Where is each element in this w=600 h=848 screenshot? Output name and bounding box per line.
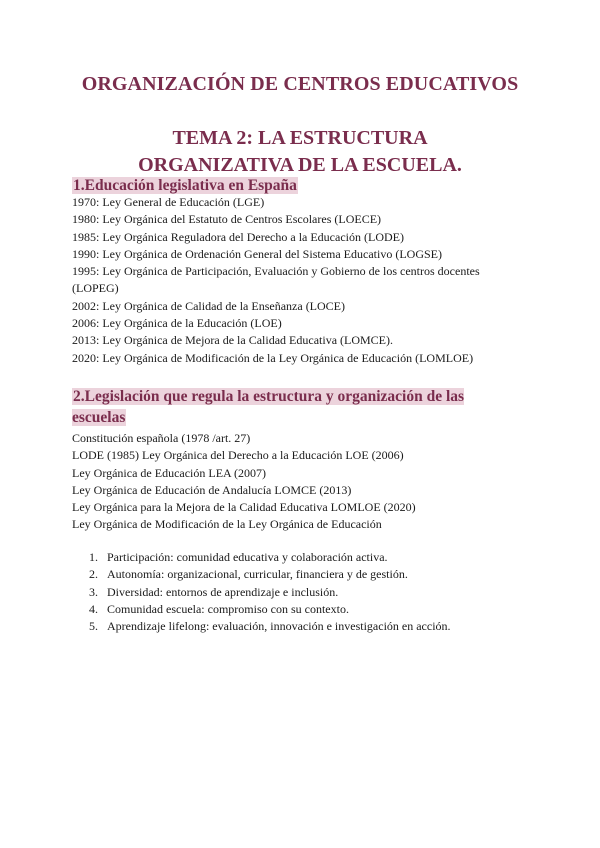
item-number: 2. xyxy=(89,567,98,582)
section-heading-legislation-history xyxy=(72,175,298,196)
numbered-list-item xyxy=(72,584,451,601)
item-number: 1. xyxy=(89,550,98,564)
item-text: Aprendizaje lifelong: evaluación, innovación e investigación en acción. xyxy=(107,619,451,634)
list-item: Ley Orgánica de Educación de Andalucía LOMCE (2013) xyxy=(72,482,352,497)
list-item: 1995: Ley Orgánica de Participación, Evaluación y Gobierno de los centros docentes (LOPEG) xyxy=(72,264,480,296)
section-heading-text: 1.Educación legislativa en España xyxy=(73,177,297,194)
list-item: Ley Orgánica de Modificación de la Ley Orgánica de Educación xyxy=(72,517,382,532)
list-item: 2013: Ley Orgánica de Mejora de la Calidad Educativa (LOMCE). xyxy=(72,333,394,348)
regulating-laws-list xyxy=(72,430,524,534)
numbered-list-item xyxy=(72,601,451,618)
principles-numbered-list xyxy=(72,549,451,635)
list-item: Ley Orgánica para la Mejora de la Calidad Educativa LOMLOE (2020) xyxy=(72,500,416,515)
list-item: 1980: Ley Orgánica del Estatuto de Centros Escolares (LOECE) xyxy=(72,212,382,227)
list-item: LODE (1985) Ley Orgánica del Derecho a la Educación LOE (2006) xyxy=(72,448,404,463)
item-text: Participación: comunidad educativa y colaboración activa. xyxy=(107,550,388,564)
document-title: ORGANIZACIÓN DE CENTROS EDUCATIVOS xyxy=(81,73,519,95)
item-number: 3. xyxy=(89,584,98,599)
section-heading-regulating-legislation xyxy=(72,386,492,428)
list-item: 1990: Ley Orgánica de Ordenación General del Sistema Educativo (LOGSE) xyxy=(72,246,442,261)
laws-timeline-list xyxy=(72,194,524,367)
list-item: 1985: Ley Orgánica Reguladora del Derecho a la Educación (LODE) xyxy=(72,229,404,244)
numbered-list-item xyxy=(72,549,451,566)
list-item: 2020: Ley Orgánica de Modificación de la Ley Orgánica de Educación (LOMLOE) xyxy=(72,350,474,365)
item-number: 5. xyxy=(89,619,98,634)
numbered-list-item xyxy=(72,618,451,635)
list-item: Constitución española (1978 /art. 27) xyxy=(72,431,251,445)
item-text: Diversidad: entornos de aprendizaje e inclusión. xyxy=(107,584,339,599)
document-subtitle: TEMA 2: LA ESTRUCTURA ORGANIZATIVA DE LA ESCUELA. xyxy=(138,127,462,176)
item-text: Comunidad escuela: compromiso con su contexto. xyxy=(107,601,349,616)
list-item: 2006: Ley Orgánica de la Educación (LOE) xyxy=(72,316,282,331)
section-heading-text: 2.Legislación que regula la estructura y organización de las escuelas xyxy=(72,388,465,426)
list-item: 1970: Ley General de Educación (LGE) xyxy=(72,195,265,209)
list-item: Ley Orgánica de Educación LEA (2007) xyxy=(72,465,267,480)
list-item: 2002: Ley Orgánica de Calidad de la Enseñanza (LOCE) xyxy=(72,298,346,313)
item-text: Autonomía: organizacional, curricular, financiera y de gestión. xyxy=(107,567,408,582)
numbered-list-item xyxy=(72,566,451,583)
item-number: 4. xyxy=(89,601,98,616)
